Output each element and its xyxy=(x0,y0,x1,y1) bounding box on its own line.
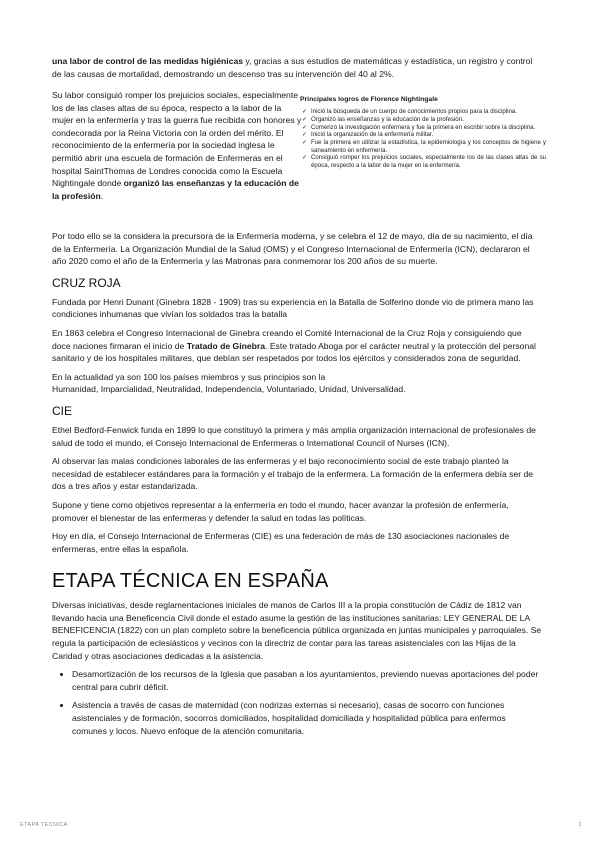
cie-heading: CIE xyxy=(52,403,73,418)
precursora-paragraph: Por todo ello se la considera la precursora de la Enfermería moderna, y se celebra el 12 de mayo, día de su nacimiento, el día de la Enfermería. La Organización Mundial de la Salud (OMS) y el Congreso Internacional de Enfermería (ICN), declararon el año 2020 como el año de la Enfermería y las Matronas para conmemorar los 200 años de su muerte. xyxy=(52,231,533,267)
cruz-roja-heading: CRUZ ROJA xyxy=(52,275,121,290)
tratado-ginebra-bold: Tratado de Ginebra xyxy=(186,340,266,351)
achievement-item xyxy=(300,108,546,115)
achievement-text: Comenzó la investigación enfermera y fue la primera en escribir sobre la disciplina. xyxy=(311,123,536,131)
checkmark-icon: ✓ xyxy=(302,108,308,115)
etapa-heading: ETAPA TÉCNICA EN ESPAÑA xyxy=(52,570,329,593)
page-number: 2 xyxy=(578,822,582,828)
achievement-item xyxy=(300,154,546,169)
cruz-roja-p2-text: En 1863 celebra el Congreso Internacional de Ginebra creando el Comité Internacional de la Cruz Roja y consiguiendo que doce naciones firmaran el inicio de xyxy=(52,327,522,351)
etapa-p1: Diversas iniciativas, desde reglamentaciones iniciales de manos de Carlos III a la propia constitución de Cádiz de 1812 van llevando hacia una Beneficencia Civil donde el estado asume la gestión de las instituciones sanitarias: LEY GENERAL DE LA BENEFICENCIA (1822) con un plan completo sobre la beneficencia pública organizada en juntas municipales y parroquiales. Se regula la participación de eclesiásticos y vecinos con la directriz de contar para las tareas asistenciales con las Hijas de la Caridad y otras asociaciones dedicadas a la asistencia. xyxy=(52,600,542,661)
cie-p2: Al observar las malas condiciones laborales de las enfermeras y el bajo reconocimiento social de este trabajo planteó la necesidad de establecer estándares para la formación y el trabajo de la enfermera. La formación de la enfermera debía ser de dos a tres años y estar estandarizada. xyxy=(52,456,534,492)
achievement-text: Fue la primera en utilizar la estadística, la epidemiología y los conceptos de higiene y saneamiento en enfermería. xyxy=(311,139,546,154)
achievement-text: Inició la búsqueda de un cuerpo de conocimientos propios para la disciplina. xyxy=(311,108,517,115)
cruz-roja-p2-rest: . Este tratado Aboga por el carácter neutral y la protección del personal sanitario y de los hospitales militares, que debían ser respetados por todos los ejércitos y considerados zona de seguridad. xyxy=(52,340,536,364)
main-content xyxy=(52,230,542,743)
achievements-box xyxy=(300,95,546,170)
achievements-title: Principales logros de Florence Nightingale xyxy=(300,96,438,103)
page-footer xyxy=(20,822,582,828)
achievement-text: Inició la organización de la enfermería militar. xyxy=(311,131,434,139)
checkmark-icon: ✓ xyxy=(302,115,308,123)
checkmark-icon: ✓ xyxy=(302,139,308,147)
cie-p3: Supone y tiene como objetivos representar a la enfermería en todo el mundo, hacer avanzar la profesión de enfermería, promover el bienestar de las enfermeras y defender la salud en todas las políticas. xyxy=(52,499,509,523)
intro-paragraph xyxy=(52,55,542,80)
etapa-bullet: • Asistencia a través de casas de maternidad (con nodrizas externas si necesario), casas de socorro con funciones asistenciales y de formación, socorros domiciliados, hospitalidad domiciliada y hospitalidad pública para enfermos comunes y locos. Nuevo enfoque de la atención comunitaria. xyxy=(72,699,542,737)
achievement-text: Consiguió romper los prejuicios sociales, especialmente los de las clases altas de su época, respecto a la labor de la mujer en la enfermería. xyxy=(311,154,546,169)
nightingale-text: Su labor consiguió romper los prejuicios sociales, especialmente los de las clases altas de su época, respecto a la labor de la mujer en la enfermería y tras la guerra fue recibida con honores y condecorada por la Reina Victoria con la orden del mérito. El reconocimiento de la enfermería por la sociedad inglesa le permitió abrir una escuela de formación de Enfermeras en el hospital SaintThomas de Londres conocida como la Escuela Nightingale donde xyxy=(52,90,302,189)
cruz-roja-p3 xyxy=(52,371,542,396)
cruz-roja-p3-text: En la actualidad ya son 100 los países miembros y sus principios son la xyxy=(52,371,326,382)
cruz-roja-principles: Humanidad, Imparcialidad, Neutralidad, Independencia, Voluntariado, Unidad, Universalidad. xyxy=(52,384,406,395)
intro-bold: una labor de control de las medidas higiénicas xyxy=(52,56,244,66)
nightingale-bold: organizó las enseñanzas y la educación de la profesión xyxy=(52,178,299,201)
checkmark-icon: ✓ xyxy=(302,131,308,139)
cie-p4: Hoy en día, el Consejo Internacional de Enfermeras (CIE) es una federación de más de 130 asociaciones nacionales de enfermeras, entre ellas la española. xyxy=(52,531,510,554)
achievement-item xyxy=(300,116,546,123)
etapa-bullet: • Desamortización de los recursos de la Iglesia que pasaban a los ayuntamientos, previendo nuevas aportaciones del poder central para cubrir déficit. xyxy=(72,668,542,693)
checkmark-icon: ✓ xyxy=(302,154,308,162)
cruz-roja-p2 xyxy=(52,327,542,365)
nightingale-end: . xyxy=(100,190,104,201)
footer-label: ETAPA TÉCNICA xyxy=(20,822,68,828)
achievement-item xyxy=(300,131,546,138)
etapa-list xyxy=(52,668,542,737)
intro-text: y, gracias a sus estudios de matemáticas y estadística, un registro y control de las causas de mortalidad, demostrando un descenso tras su intervención del 40 al 2%. xyxy=(52,56,533,79)
cruz-roja-p1: Fundada por Henri Dunant (Ginebra 1828 - 1909) tras su experiencia en la Batalla de Solferino donde vio de primera mano las condiciones inhumanas que vivían los soldados tras la batalla xyxy=(52,296,534,320)
achievement-text: Organizó las enseñanzas y la educación de la profesión. xyxy=(311,115,464,123)
cie-p1: Ethel Bedford-Fenwick funda en 1899 lo que constituyó la primera y más amplia organización internacional de profesionales de salud de todo el mundo, el Consejo Internacional de Enfermeras o International Council of Nurses (ICN). xyxy=(52,424,536,448)
nightingale-paragraph xyxy=(52,89,302,202)
checkmark-icon: ✓ xyxy=(302,123,308,131)
achievement-item xyxy=(300,139,546,154)
achievements-list xyxy=(300,108,546,169)
achievement-item xyxy=(300,124,546,131)
